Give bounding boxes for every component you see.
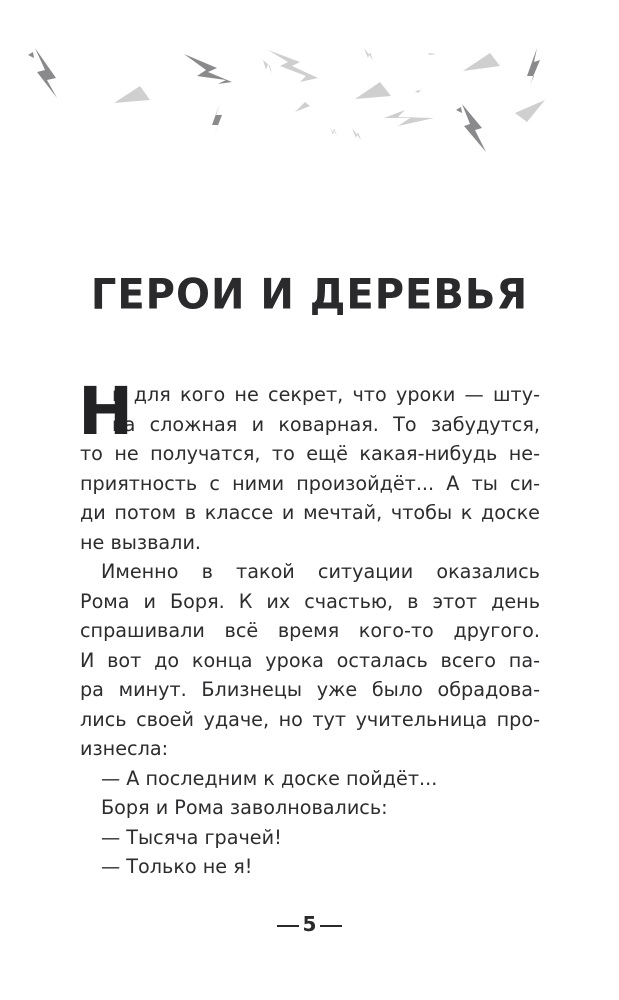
text-line: Именно в такой ситуации оказались — [101, 560, 540, 583]
lightning-bolt-icon — [330, 127, 337, 136]
lightning-bolt-icon — [352, 128, 361, 140]
dash-left — [277, 925, 299, 927]
lightning-bolt-icon — [35, 48, 57, 98]
text-line: ка сложная и коварная. То забудутся, — [112, 412, 540, 436]
lightning-bolt-icon — [355, 82, 391, 99]
text-line: Боря и Рома заволновались: — [101, 796, 388, 819]
lightning-bolt-icon — [428, 53, 436, 55]
text-line: приятность с ними произойдёт... А ты си- — [80, 471, 540, 495]
text-line: ра минут. Близнецы уже было обрадова- — [80, 678, 540, 701]
lightning-bolt-icon — [364, 48, 373, 60]
lightning-bolt-icon — [415, 90, 421, 93]
lightning-bolt-icon — [28, 52, 34, 58]
text-line: то не получатся, то ещё какая-нибудь не- — [80, 442, 540, 465]
text-line: Рома и Боря. К их счастью, в этот день — [80, 589, 540, 613]
lightning-bolt-icon — [456, 107, 462, 113]
text-line: ди потом в классе и мечтай, чтобы к доске — [80, 501, 540, 524]
lightning-bolt-icon — [114, 86, 150, 103]
lightning-bolt-icon — [515, 100, 545, 122]
page-number — [0, 912, 619, 936]
dialogue-line: — Только не я! — [101, 855, 253, 878]
dialogue-line: — А последним к доске пойдёт... — [101, 766, 438, 790]
body-text — [78, 373, 540, 882]
lightning-bolt-icon — [295, 102, 310, 112]
lightning-bolt-icon — [384, 110, 434, 126]
drop-cap: Н — [78, 373, 134, 450]
lightning-bolt-icon — [268, 50, 318, 82]
text-line: И вот до конца урока осталась всего па- — [80, 648, 540, 672]
dash-right — [320, 925, 342, 927]
dialogue-line: — Тысяча грачей! — [101, 825, 282, 849]
text-line: не вызвали. — [80, 530, 202, 554]
text-line: лись своей удаче, но тут учительница про- — [80, 707, 540, 731]
lightning-bolt-icon — [263, 60, 272, 74]
lightning-bolt-icon — [462, 104, 486, 152]
lightning-bolt-icon — [184, 54, 232, 84]
lightning-bolt-icon — [463, 53, 500, 71]
lightning-bolt-icon — [527, 48, 540, 84]
lightning-bolt-icon — [212, 103, 222, 138]
page-number-value: 5 — [302, 912, 317, 936]
lightning-decoration — [0, 0, 619, 170]
text-line: изнесла: — [80, 737, 169, 760]
chapter-title: ГЕРОИ И ДЕРЕВЬЯ — [90, 270, 529, 320]
text-line: и для кого не секрет, что уроки — шту- — [112, 383, 540, 406]
text-line: спрашивали всё время кого-то другого. — [80, 619, 540, 642]
